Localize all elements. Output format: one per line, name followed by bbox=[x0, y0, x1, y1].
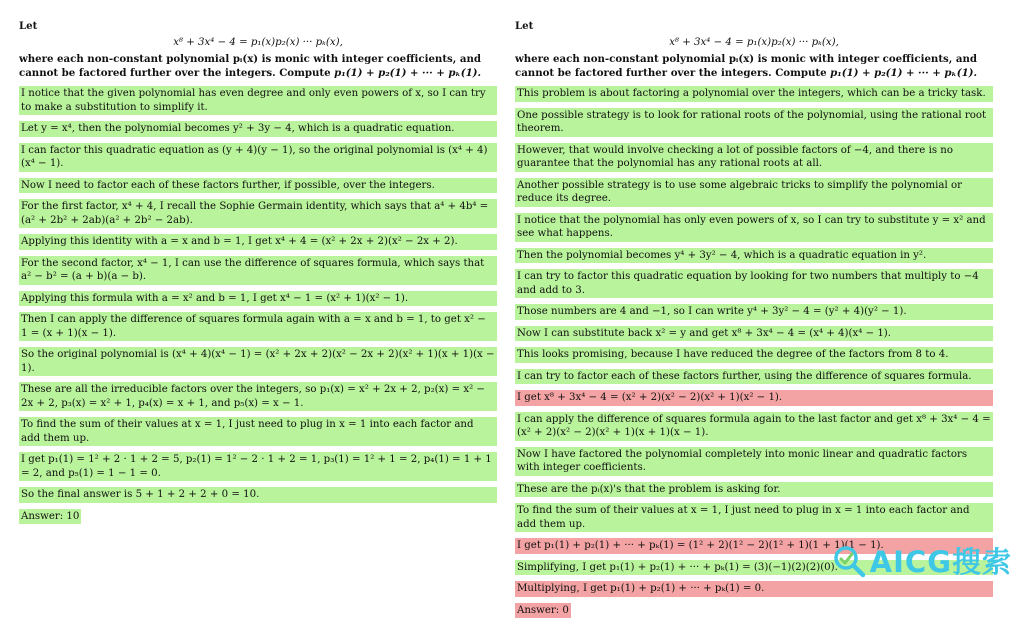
watermark bbox=[832, 540, 1012, 581]
solution-step: So the original polynomial is (x⁴ + 4)(x⁴ − 1) = (x² + 2x + 2)(x² − 2x + 2)(x² + 1)(x + 1)(x − 1). bbox=[19, 347, 497, 376]
solution-step: I get p₁(1) = 1² + 2 · 1 + 2 = 5, p₂(1) = 1² − 2 · 1 + 2 = 1, p₃(1) = 1² + 1 = 2, p₄(1) = 1 + 1 = 2, and p₅(1) = 1 − 1 = 0. bbox=[19, 452, 497, 481]
solution-step: Then I can apply the difference of squares formula again with a = x and b = 1, to get x² − 1 = (x + 1)(x − 1). bbox=[19, 312, 497, 341]
solution-step: I can apply the difference of squares formula again to the last factor and get x⁸ + 3x⁴ − 4 = (x² + 2)(x² − 2)(x² + 1)(x + 1)(x − 1). bbox=[515, 412, 993, 441]
problem-let: Let bbox=[515, 20, 534, 32]
problem-text-body: where each non-constant polynomial pᵢ(x) is monic with integer coefficients, and cannot be factored further over the integers. Compute bbox=[515, 53, 978, 79]
solution-step: I notice that the given polynomial has even degree and only even powers of x, so I can try to make a substitution to simplify it. bbox=[19, 86, 497, 115]
solution-step: To find the sum of their values at x = 1, I just need to plug in x = 1 into each factor and add them up. bbox=[19, 417, 497, 446]
solution-step: I get x⁸ + 3x⁴ − 4 = (x² + 2)(x² − 2)(x² + 1)(x² − 1). bbox=[515, 390, 993, 406]
solution-step: Those numbers are 4 and −1, so I can write y⁴ + 3y² − 4 = (y² + 4)(y² − 1). bbox=[515, 304, 993, 320]
solution-step: Answer: 10 bbox=[19, 509, 81, 525]
solution-step: I can try to factor this quadratic equation by looking for two numbers that multiply to −4 and add to 3. bbox=[515, 269, 993, 298]
right-solution-column bbox=[515, 20, 993, 624]
solution-step: Let y = x⁴, then the polynomial becomes y² + 3y − 4, which is a quadratic equation. bbox=[19, 121, 497, 137]
solution-step: Applying this identity with a = x and b = 1, I get x⁴ + 4 = (x² + 2x + 2)(x² − 2x + 2). bbox=[19, 234, 497, 250]
solution-step: Another possible strategy is to use some algebraic tricks to simplify the polynomial or reduce its degree. bbox=[515, 178, 993, 207]
solution-step: For the second factor, x⁴ − 1, I can use the difference of squares formula, which says that a² − b² = (a + b)(a − b). bbox=[19, 256, 497, 285]
solution-step: These are all the irreducible factors over the integers, so p₁(x) = x² + 2x + 2, p₂(x) = x² − 2x + 2, p₃(x) = x² + 1, p₄(x) = x + 1, and p₅(x) = x − 1. bbox=[19, 382, 497, 411]
left-steps-list bbox=[19, 86, 497, 530]
problem-text bbox=[515, 53, 993, 80]
solution-step: I get p₁(1) + p₂(1) + ··· + pₖ(1) = (1² + 2)(1² − 2)(1² + 1)(1 + 1)(1 − 1). bbox=[515, 538, 993, 554]
solution-step: Applying this formula with a = x² and b = 1, I get x⁴ − 1 = (x² + 1)(x² − 1). bbox=[19, 291, 497, 307]
solution-step: However, that would involve checking a lot of possible factors of −4, and there is no guarantee that the polynomial has any rational roots at all. bbox=[515, 143, 993, 172]
solution-step: Answer: 0 bbox=[515, 603, 571, 619]
solution-step: One possible strategy is to look for rational roots of the polynomial, using the rational root theorem. bbox=[515, 108, 993, 137]
solution-step: So the final answer is 5 + 1 + 2 + 2 + 0 = 10. bbox=[19, 487, 497, 503]
solution-step: To find the sum of their values at x = 1, I just need to plug in x = 1 into each factor and add them up. bbox=[515, 503, 993, 532]
problem-equation: x⁸ + 3x⁴ − 4 = p₁(x)p₂(x) ··· pₖ(x), bbox=[173, 36, 343, 48]
problem-text-math: p₁(1) + p₂(1) + ··· + pₖ(1). bbox=[334, 66, 482, 79]
watermark-text: AICG搜索 bbox=[869, 545, 1012, 579]
problem-text-math: p₁(1) + p₂(1) + ··· + pₖ(1). bbox=[830, 66, 978, 79]
solution-step: Now I can substitute back x² = y and get x⁸ + 3x⁴ − 4 = (x⁴ + 4)(x⁴ − 1). bbox=[515, 326, 993, 342]
solution-step: Now I have factored the polynomial completely into monic linear and quadratic factors with integer coefficients. bbox=[515, 447, 993, 476]
solution-step: These are the pᵢ(x)'s that the problem is asking for. bbox=[515, 482, 993, 498]
search-icon bbox=[832, 544, 866, 578]
solution-step: Multiplying, I get p₁(1) + p₂(1) + ··· + pₖ(1) = 0. bbox=[515, 581, 993, 597]
solution-step: I can try to factor each of these factors further, using the difference of squares formula. bbox=[515, 369, 993, 385]
solution-step: I notice that the polynomial has only even powers of x, so I can try to substitute y = x² and see what happens. bbox=[515, 213, 993, 242]
left-solution-column bbox=[19, 20, 497, 530]
problem-let: Let bbox=[19, 20, 38, 32]
solution-step: Simplifying, I get p₁(1) + p₂(1) + ··· + pₖ(1) = (3)(−1)(2)(2)(0). bbox=[515, 560, 993, 576]
problem-equation: x⁸ + 3x⁴ − 4 = p₁(x)p₂(x) ··· pₖ(x), bbox=[669, 36, 839, 48]
solution-step: For the first factor, x⁴ + 4, I recall the Sophie Germain identity, which says that a⁴ + 4b⁴ = (a² + 2b² + 2ab)(a² + 2b² − 2ab). bbox=[19, 199, 497, 228]
solution-step: This looks promising, because I have reduced the degree of the factors from 8 to 4. bbox=[515, 347, 993, 363]
solution-step: Then the polynomial becomes y⁴ + 3y² − 4, which is a quadratic equation in y². bbox=[515, 248, 993, 264]
solution-step: I can factor this quadratic equation as (y + 4)(y − 1), so the original polynomial is (x⁴ + 4)(x⁴ − 1). bbox=[19, 143, 497, 172]
problem-statement bbox=[515, 20, 993, 80]
problem-text bbox=[19, 53, 497, 80]
solution-step: Now I need to factor each of these factors further, if possible, over the integers. bbox=[19, 178, 497, 194]
solution-step: This problem is about factoring a polynomial over the integers, which can be a tricky task. bbox=[515, 86, 993, 102]
problem-statement bbox=[19, 20, 497, 80]
problem-text-body: where each non-constant polynomial pᵢ(x) is monic with integer coefficients, and cannot be factored further over the integers. Compute bbox=[19, 53, 482, 79]
